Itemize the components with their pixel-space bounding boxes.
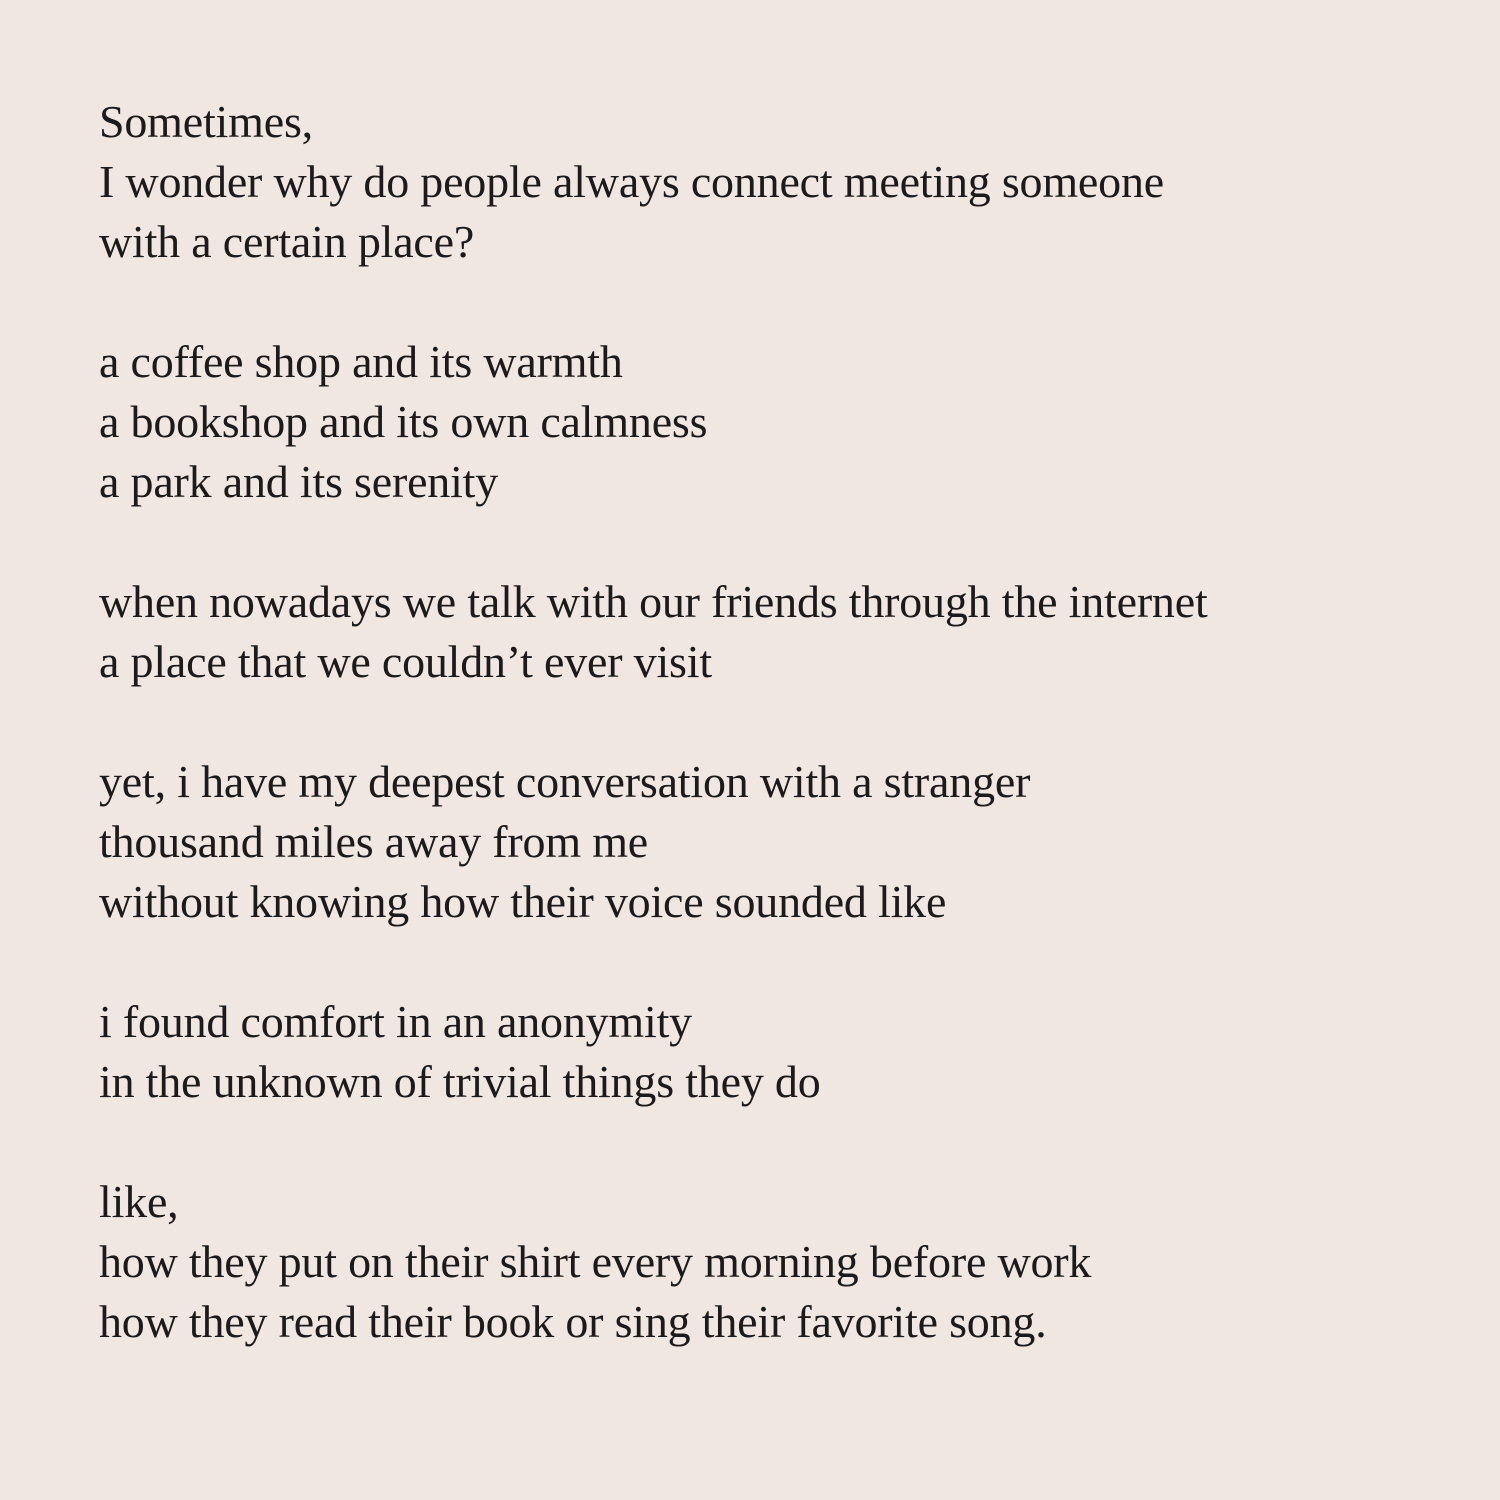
poem-line: a park and its serenity bbox=[99, 456, 499, 507]
poem-line: thousand miles away from me bbox=[99, 816, 649, 867]
poem-line: how they put on their shirt every morning before work bbox=[99, 1236, 1092, 1287]
poem-line: like, bbox=[99, 1176, 179, 1227]
poem-line: yet, i have my deepest conversation with a stranger bbox=[99, 756, 1031, 807]
poem-line: a coffee shop and its warmth bbox=[99, 336, 623, 387]
stanza bbox=[99, 332, 1429, 512]
poem-line: a place that we couldn’t ever visit bbox=[99, 636, 712, 687]
poem-line: in the unknown of trivial things they do bbox=[99, 1056, 821, 1107]
poem-text bbox=[99, 92, 1429, 1412]
poem-line: with a certain place? bbox=[99, 216, 475, 267]
poem-line: without knowing how their voice sounded like bbox=[99, 876, 947, 927]
stanza bbox=[99, 92, 1429, 272]
stanza bbox=[99, 992, 1429, 1112]
poem-line: i found comfort in an anonymity bbox=[99, 996, 692, 1047]
poem-line: how they read their book or sing their favorite song. bbox=[99, 1296, 1047, 1347]
poem-line: a bookshop and its own calmness bbox=[99, 396, 708, 447]
poem-line: when nowadays we talk with our friends through the internet bbox=[99, 576, 1208, 627]
poem-line: Sometimes, bbox=[99, 96, 313, 147]
stanza bbox=[99, 752, 1429, 932]
stanza bbox=[99, 572, 1429, 692]
poem-line: I wonder why do people always connect meeting someone bbox=[99, 156, 1164, 207]
stanza bbox=[99, 1172, 1429, 1352]
